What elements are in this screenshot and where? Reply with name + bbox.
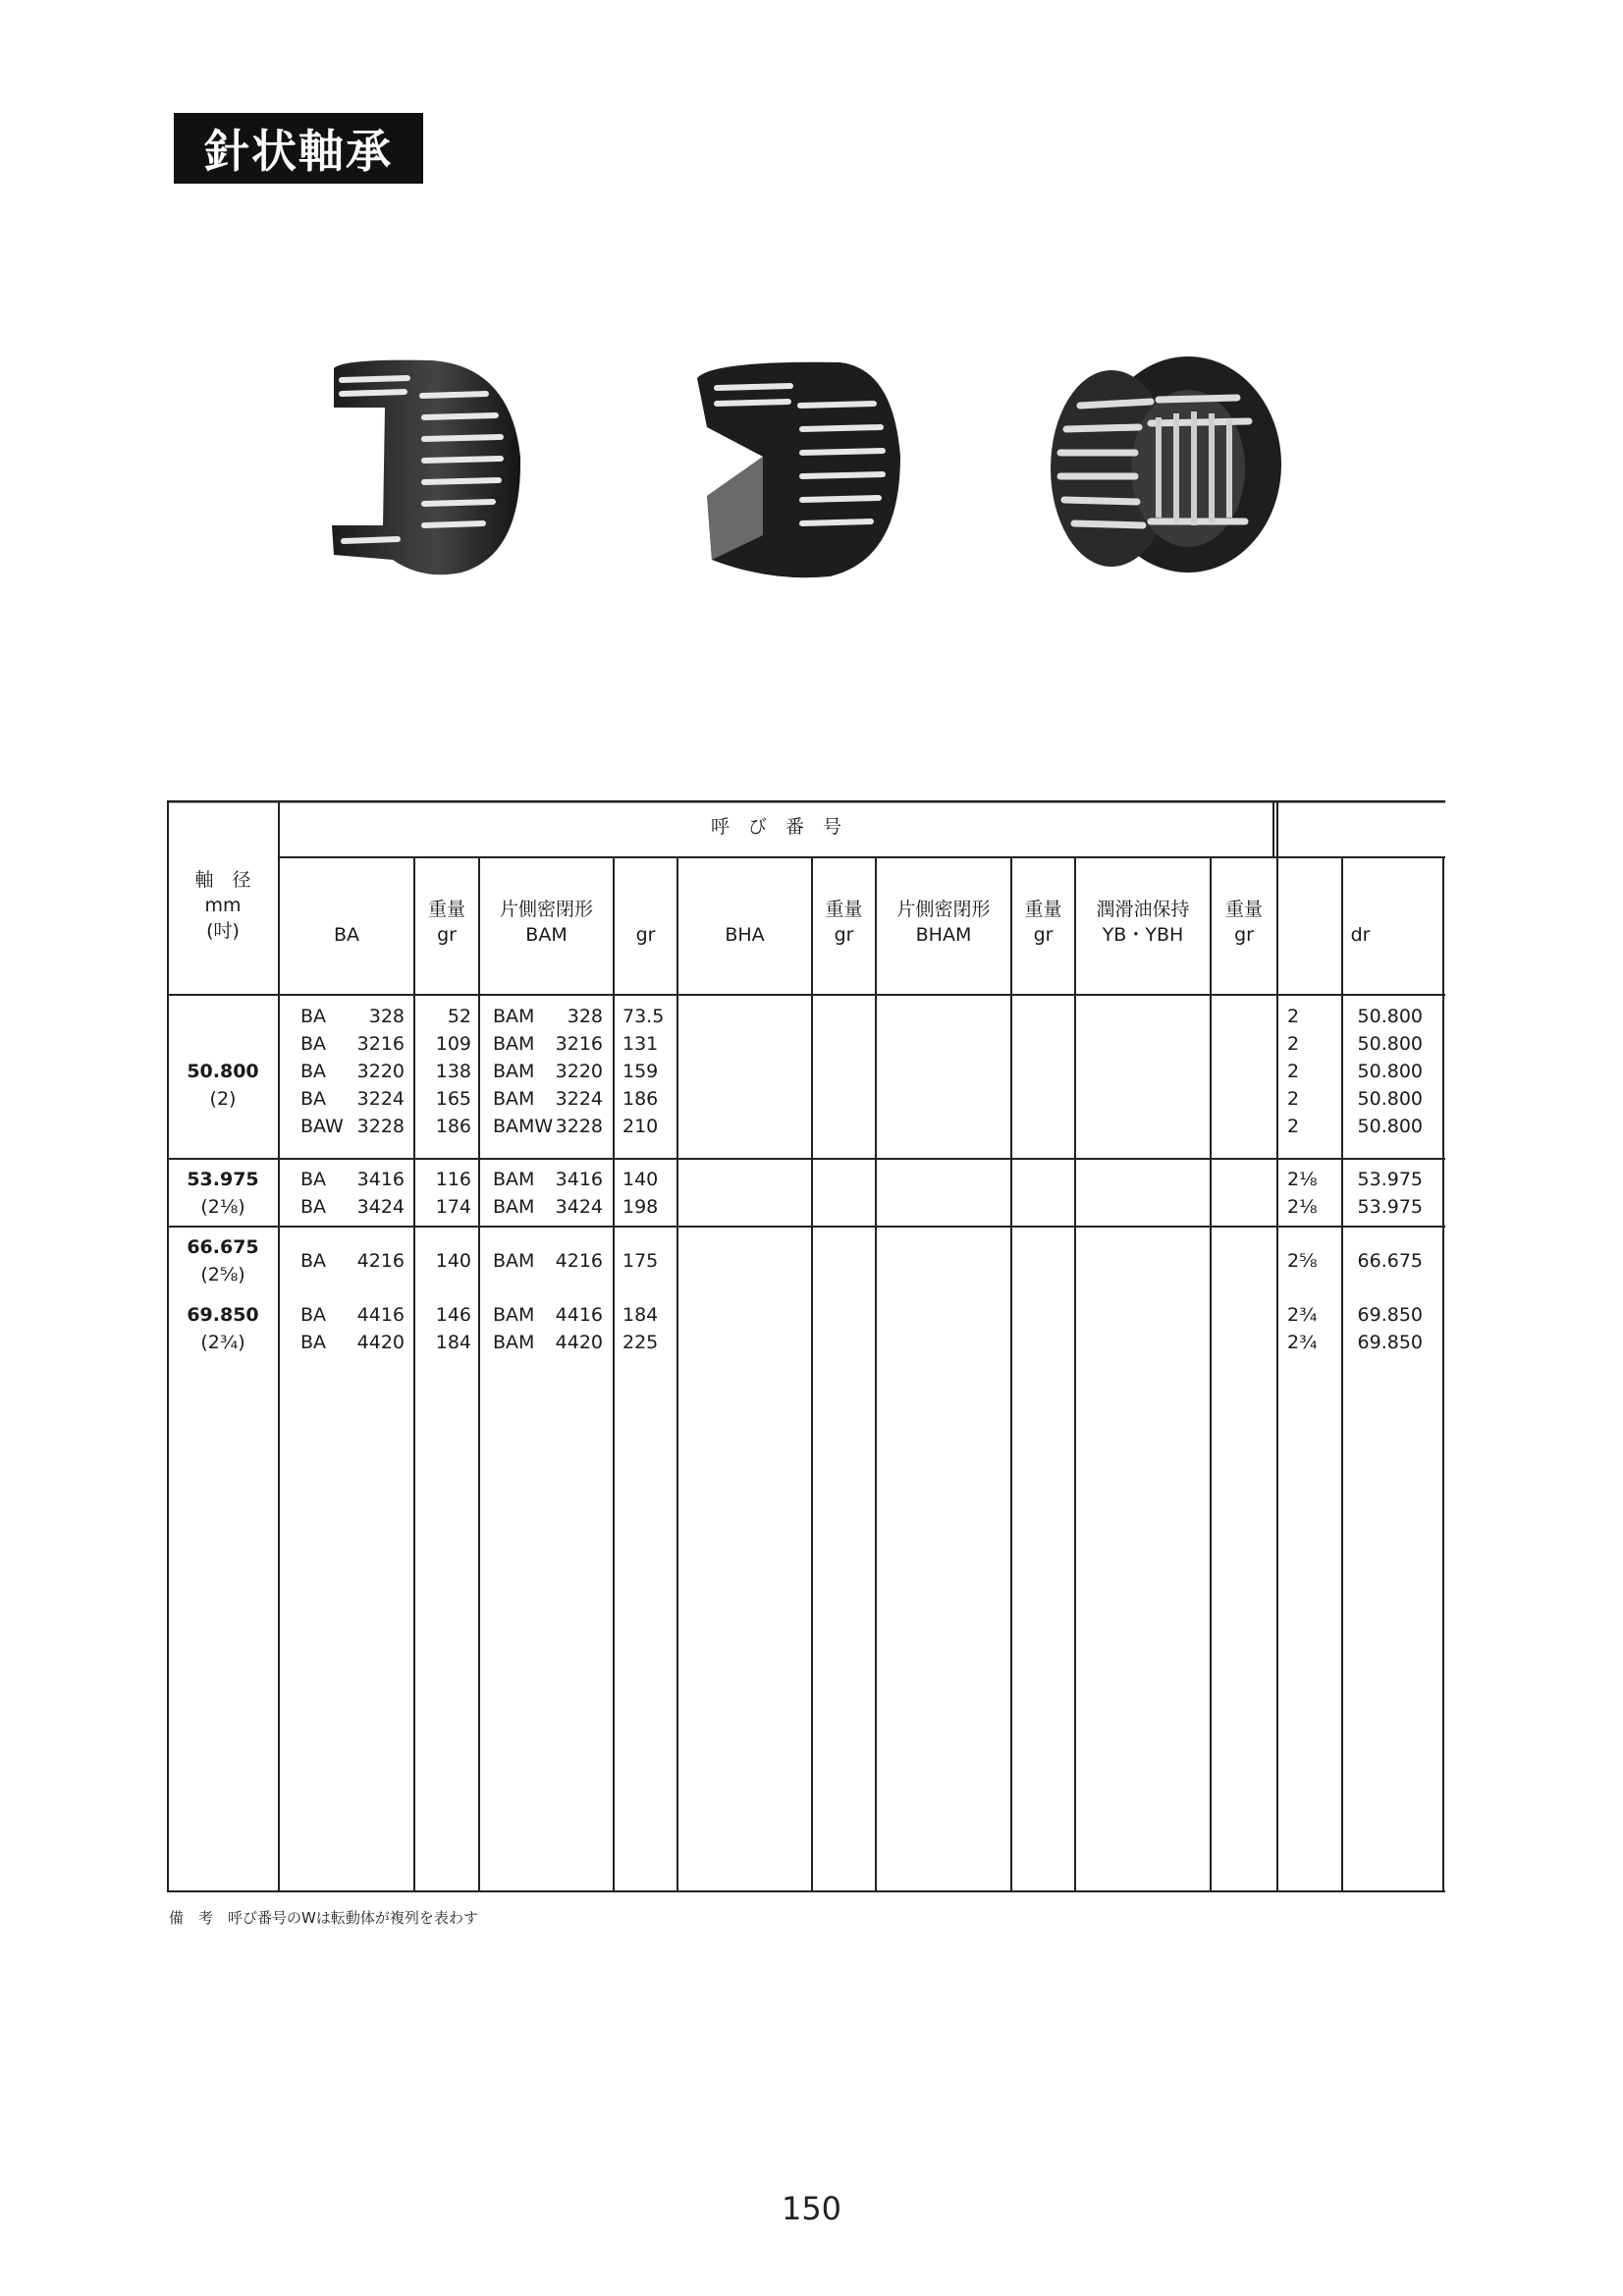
ba-prefix: BA [300, 1033, 327, 1055]
dr-mm: 53.975 [1357, 1196, 1423, 1218]
ba-weight: 140 [435, 1250, 471, 1272]
bam-prefix: BAM [493, 1332, 535, 1353]
dr-mm: 69.850 [1357, 1332, 1423, 1353]
bam-number: 3224 [555, 1088, 603, 1110]
header-weight-3-unit: gr [834, 924, 854, 946]
dr-mm: 50.800 [1357, 1061, 1423, 1082]
bam-prefix: BAM [493, 1196, 535, 1218]
bam-weight: 131 [622, 1033, 659, 1055]
bam-prefix: BAM [493, 1250, 535, 1272]
header-bham-label: 片側密閉形 [896, 899, 991, 920]
ba-number: 3424 [356, 1196, 405, 1218]
dr-inch: 2⅛ [1287, 1196, 1318, 1218]
bam-weight: 225 [622, 1332, 659, 1353]
ba-prefix: BA [300, 1196, 327, 1218]
shaft-diameter-inch: (2⅛) [200, 1196, 245, 1218]
ba-number: 4416 [356, 1304, 405, 1326]
bam-prefix: BAM [493, 1304, 535, 1326]
bam-weight: 184 [622, 1304, 659, 1326]
header-yb-label: 潤滑油保持 [1096, 899, 1190, 920]
header-shaft-inch: (吋) [206, 920, 240, 942]
bam-number: 4216 [555, 1250, 603, 1272]
ba-prefix: BAW [300, 1116, 344, 1137]
header-shaft-unit: mm [204, 895, 242, 916]
bearing-photos [314, 349, 1286, 584]
header-bha: BHA [725, 924, 765, 946]
header-shaft-label: 軸 径 [194, 869, 251, 891]
dr-inch: 2⅛ [1287, 1169, 1318, 1190]
ba-weight: 109 [435, 1033, 471, 1055]
ba-weight: 186 [435, 1116, 471, 1137]
ba-weight: 138 [435, 1061, 471, 1082]
shaft-diameter-mm: 66.675 [187, 1236, 259, 1258]
ba-number: 3216 [356, 1033, 405, 1055]
ba-number: 328 [368, 1006, 405, 1027]
needle-bearing-bam-split [673, 349, 908, 584]
bam-prefix: BAM [493, 1006, 535, 1027]
dr-mm: 66.675 [1357, 1250, 1423, 1272]
bam-number: 4420 [555, 1332, 603, 1353]
bam-prefix: BAMW [493, 1116, 554, 1137]
dr-inch: 2 [1287, 1033, 1300, 1055]
header-weight-1-unit: gr [437, 924, 457, 946]
bam-number: 3424 [555, 1196, 603, 1218]
bam-prefix: BAM [493, 1169, 535, 1190]
bam-prefix: BAM [493, 1088, 535, 1110]
group-header: 呼 び 番 号 [710, 816, 841, 838]
header-yb: YB・YBH [1102, 924, 1184, 946]
ba-weight: 146 [435, 1304, 471, 1326]
header-ba: BA [333, 924, 360, 946]
ba-number: 3228 [356, 1116, 405, 1137]
header-weight-3-label: 重量 [825, 899, 863, 920]
bam-weight: 210 [622, 1116, 659, 1137]
shaft-diameter-inch: (2) [209, 1088, 237, 1110]
header-weight-2-unit: gr [635, 924, 656, 946]
footnote: 備 考 呼び番号のWは転動体が複列を表わす [169, 1909, 478, 1927]
dr-mm: 53.975 [1357, 1169, 1423, 1190]
header-weight-4-label: 重量 [1024, 899, 1062, 920]
ba-number: 3220 [356, 1061, 405, 1082]
header-bam: BAM [525, 924, 568, 946]
shaft-diameter-inch: (2¾) [200, 1332, 245, 1353]
header-weight-5-label: 重量 [1224, 899, 1263, 920]
dr-inch: 2⅝ [1287, 1250, 1318, 1272]
shaft-diameter-mm: 69.850 [187, 1304, 259, 1326]
ba-number: 3416 [356, 1169, 405, 1190]
bam-number: 4416 [555, 1304, 603, 1326]
needle-bearing-cage [1041, 349, 1286, 584]
ba-prefix: BA [300, 1304, 327, 1326]
ba-number: 4420 [356, 1332, 405, 1353]
bam-prefix: BAM [493, 1061, 535, 1082]
bam-weight: 175 [622, 1250, 659, 1272]
dr-mm: 50.800 [1357, 1116, 1423, 1137]
ba-weight: 174 [435, 1196, 471, 1218]
dr-inch: 2¾ [1287, 1332, 1318, 1353]
ba-weight: 52 [447, 1006, 471, 1027]
dr-mm: 50.800 [1357, 1006, 1423, 1027]
dr-mm: 69.850 [1357, 1304, 1423, 1326]
bam-weight: 73.5 [622, 1006, 665, 1027]
page-number: 150 [781, 2190, 842, 2227]
dr-inch: 2 [1287, 1116, 1300, 1137]
header-dr: dr [1350, 924, 1371, 946]
ba-weight: 184 [435, 1332, 471, 1353]
ba-number: 4216 [356, 1250, 405, 1272]
needle-bearing-ba-split [314, 349, 540, 584]
header-bam-label: 片側密閉形 [499, 899, 593, 920]
bam-number: 3228 [555, 1116, 603, 1137]
dr-inch: 2¾ [1287, 1304, 1318, 1326]
bam-number: 328 [567, 1006, 603, 1027]
dr-inch: 2 [1287, 1061, 1300, 1082]
ba-weight: 165 [435, 1088, 471, 1110]
bam-weight: 140 [622, 1169, 659, 1190]
header-weight-4-unit: gr [1033, 924, 1054, 946]
dr-inch: 2 [1287, 1088, 1300, 1110]
dr-inch: 2 [1287, 1006, 1300, 1027]
header-bham: BHAM [915, 924, 972, 946]
dr-mm: 50.800 [1357, 1088, 1423, 1110]
section-title: 針状軸承 [174, 113, 423, 184]
bearing-spec-table [167, 800, 1445, 1892]
ba-prefix: BA [300, 1061, 327, 1082]
bam-weight: 186 [622, 1088, 659, 1110]
bam-weight: 198 [622, 1196, 659, 1218]
ba-prefix: BA [300, 1088, 327, 1110]
header-weight-1-label: 重量 [427, 899, 465, 920]
ba-prefix: BA [300, 1169, 327, 1190]
header-weight-5-unit: gr [1234, 924, 1254, 946]
shaft-diameter-mm: 50.800 [187, 1061, 259, 1082]
shaft-diameter-mm: 53.975 [187, 1169, 259, 1190]
bam-prefix: BAM [493, 1033, 535, 1055]
bam-weight: 159 [622, 1061, 659, 1082]
ba-prefix: BA [300, 1006, 327, 1027]
bam-number: 3216 [555, 1033, 603, 1055]
ba-number: 3224 [356, 1088, 405, 1110]
ba-prefix: BA [300, 1250, 327, 1272]
bam-number: 3416 [555, 1169, 603, 1190]
ba-weight: 116 [435, 1169, 471, 1190]
dr-mm: 50.800 [1357, 1033, 1423, 1055]
ba-prefix: BA [300, 1332, 327, 1353]
shaft-diameter-inch: (2⅝) [200, 1264, 245, 1285]
bam-number: 3220 [555, 1061, 603, 1082]
